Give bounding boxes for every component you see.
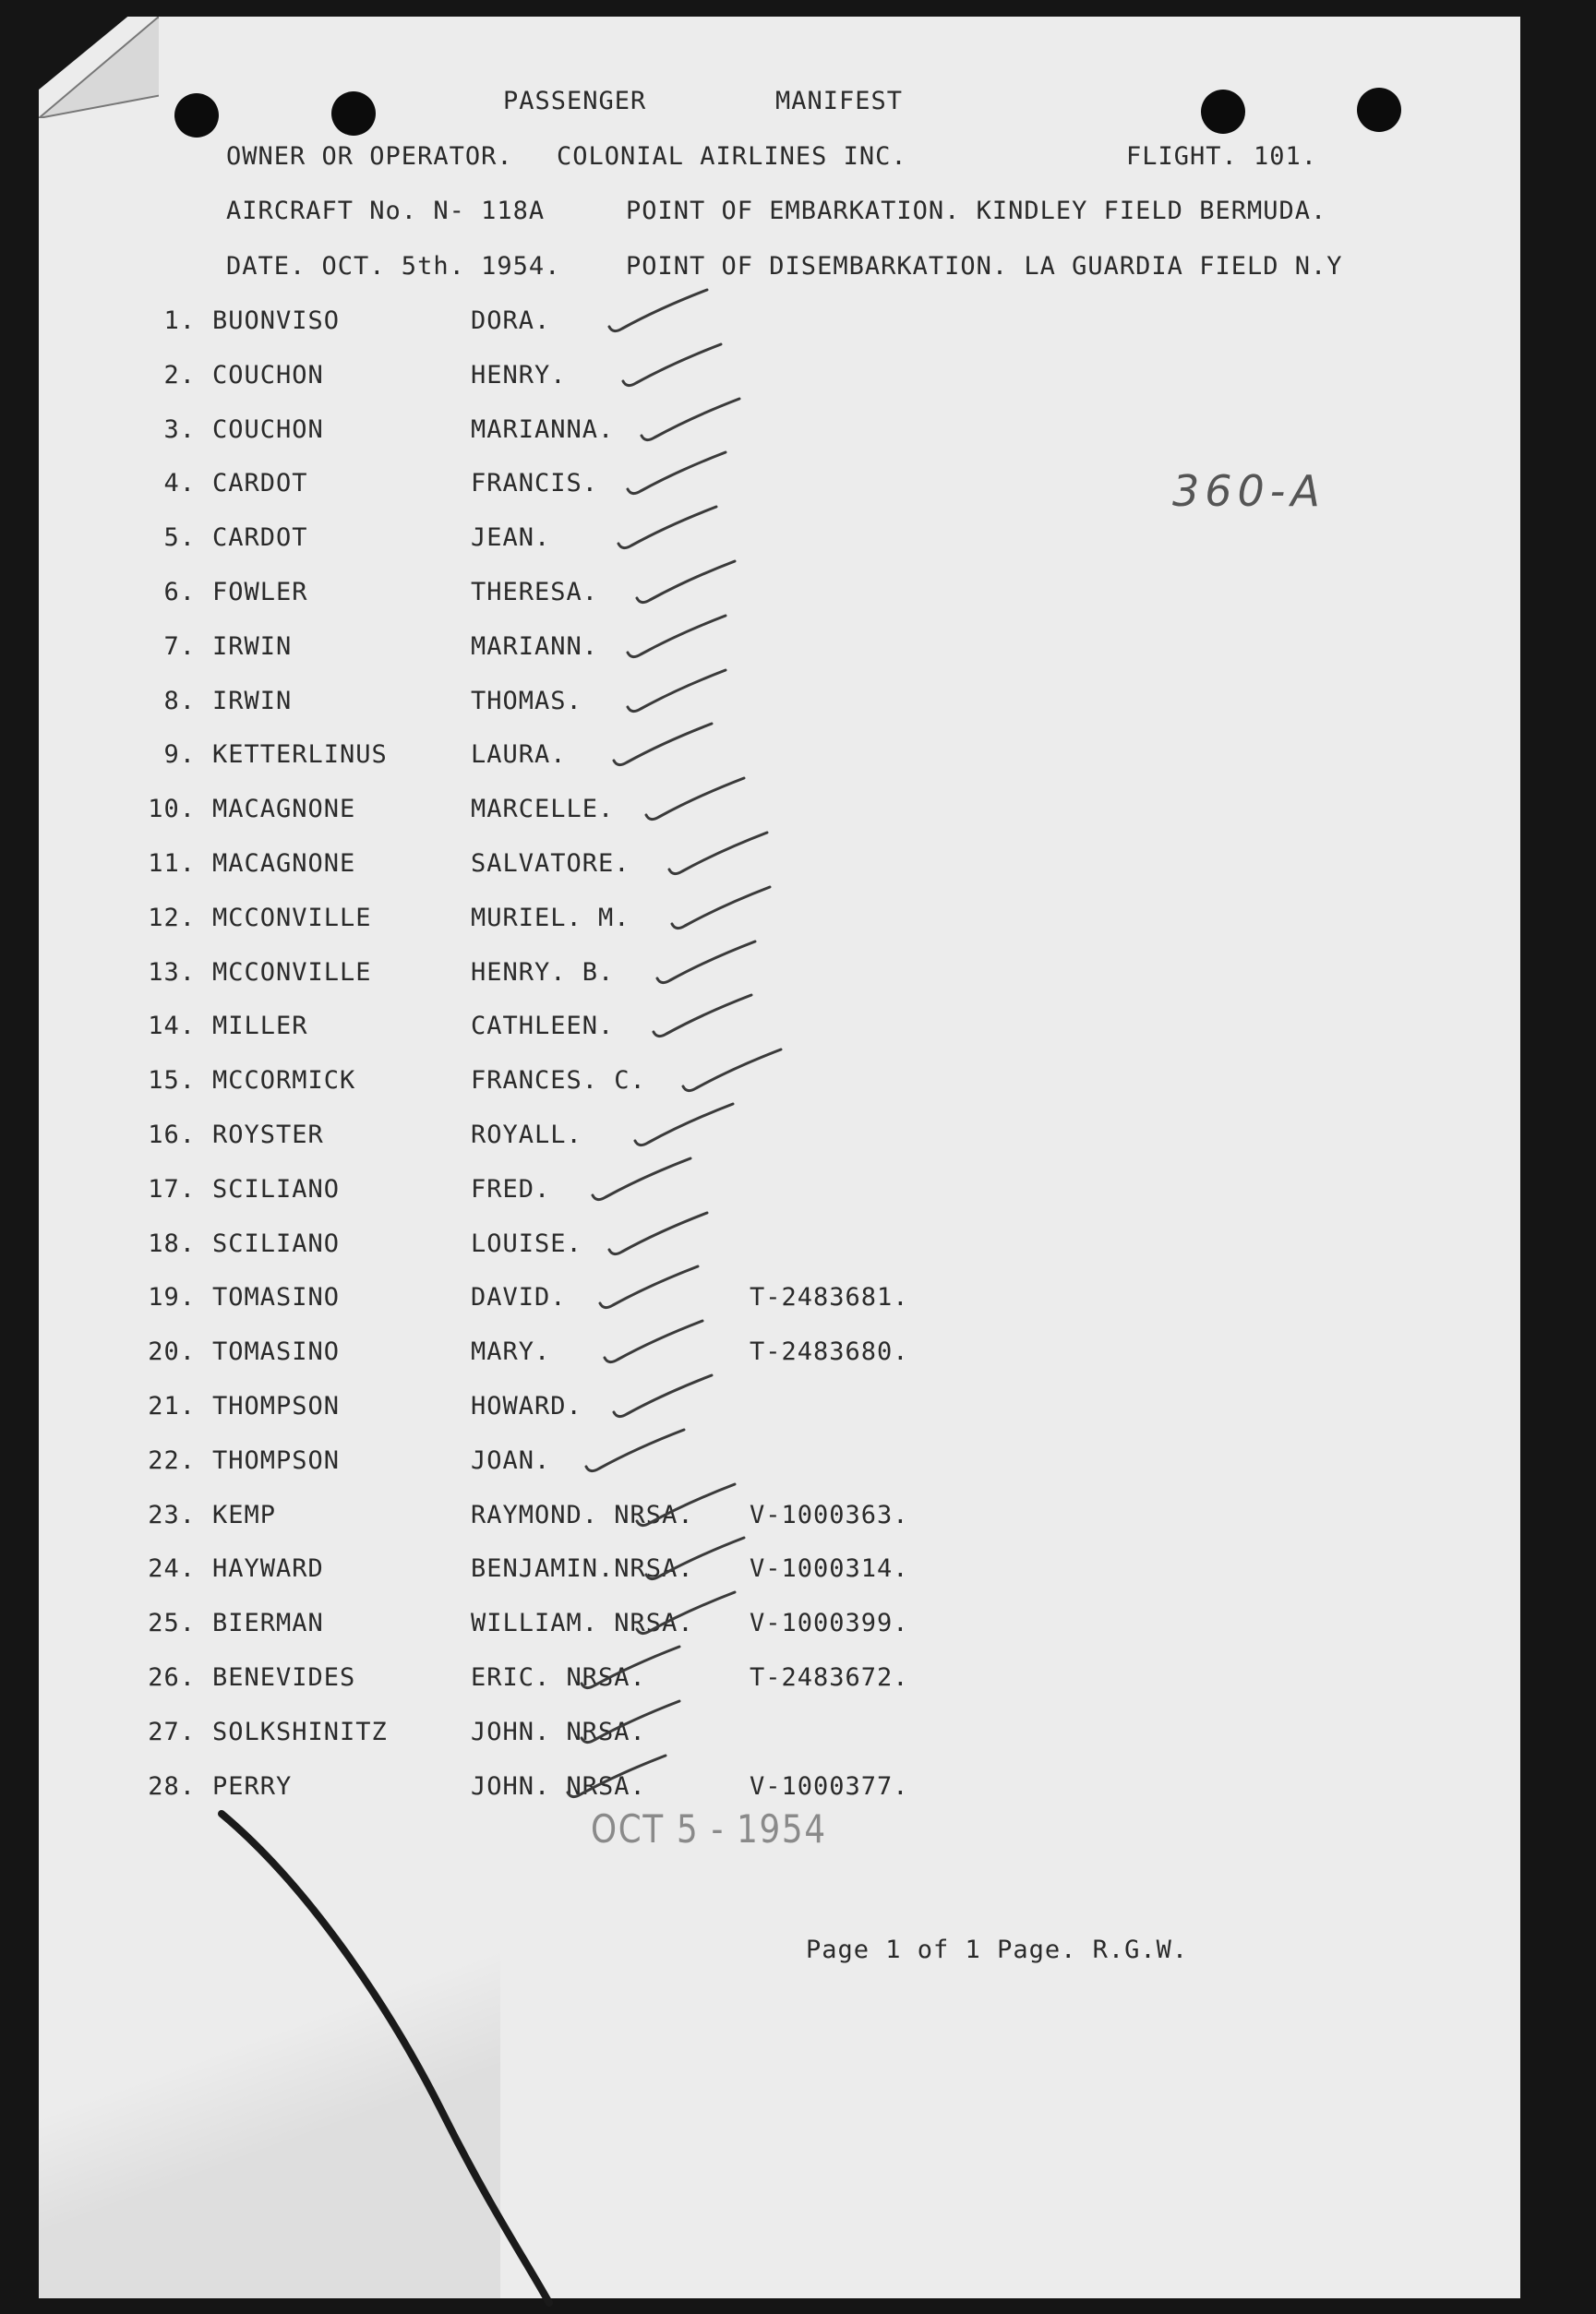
passenger-last-name: ROYSTER: [212, 1121, 324, 1149]
check-mark: [609, 1213, 707, 1254]
passenger-number: 13.: [148, 958, 196, 987]
passenger-document-number: T-2483680.: [750, 1337, 909, 1366]
passenger-document-number: V-1000377.: [750, 1772, 909, 1801]
passenger-number: 9.: [163, 740, 196, 769]
check-mark: [582, 1701, 679, 1743]
passenger-last-name: COUCHON: [212, 361, 324, 390]
passenger-first-name: JEAN.: [471, 523, 551, 552]
check-mark: [672, 887, 770, 929]
passenger-first-name: HENRY. B.: [471, 958, 615, 987]
passenger-first-name: FRED.: [471, 1175, 551, 1204]
passenger-number: 1.: [163, 306, 196, 335]
passenger-last-name: MCCONVILLE: [212, 958, 372, 987]
passenger-first-name: DORA.: [471, 306, 551, 335]
passenger-first-name: JOHN. NRSA.: [471, 1772, 646, 1801]
owner-label: OWNER OR OPERATOR.: [226, 142, 513, 171]
passenger-number: 24.: [148, 1554, 196, 1583]
passenger-number: 27.: [148, 1718, 196, 1746]
passenger-last-name: TOMASINO: [212, 1337, 341, 1366]
check-mark: [593, 1158, 690, 1200]
passenger-first-name: ERIC. NRSA.: [471, 1663, 646, 1692]
check-mark: [614, 724, 712, 765]
check-mark: [623, 344, 721, 386]
passenger-first-name: THOMAS.: [471, 687, 582, 715]
passenger-first-name: RAYMOND. NRSA.: [471, 1501, 694, 1529]
check-mark: [586, 1430, 684, 1471]
passenger-last-name: BENEVIDES: [212, 1663, 356, 1692]
passenger-first-name: SALVATORE.: [471, 849, 630, 878]
passenger-last-name: TOMASINO: [212, 1283, 341, 1312]
passenger-first-name: DAVID.: [471, 1283, 567, 1312]
passenger-first-name: LAURA.: [471, 740, 567, 769]
check-mark: [669, 833, 767, 874]
passenger-number: 6.: [163, 578, 196, 606]
passenger-number: 26.: [148, 1663, 196, 1692]
passenger-first-name: CATHLEEN.: [471, 1012, 615, 1040]
pen-stroke: [222, 1814, 549, 2303]
check-mark: [635, 1104, 733, 1145]
passenger-first-name: HOWARD.: [471, 1392, 582, 1421]
check-mark: [605, 1321, 702, 1362]
passenger-first-name: MURIEL. M.: [471, 904, 630, 932]
aircraft-number: AIRCRAFT No. N- 118A: [226, 197, 546, 225]
check-mark: [637, 561, 735, 603]
flight-number: FLIGHT. 101.: [1126, 142, 1318, 171]
check-mark: [628, 670, 726, 712]
passenger-number: 7.: [163, 632, 196, 661]
passenger-number: 2.: [163, 361, 196, 390]
title-manifest: MANIFEST: [775, 87, 904, 115]
passenger-last-name: THOMPSON: [212, 1392, 341, 1421]
passenger-first-name: ROYALL.: [471, 1121, 582, 1149]
passenger-last-name: HAYWARD: [212, 1554, 324, 1583]
passenger-document-number: V-1000363.: [750, 1501, 909, 1529]
passenger-last-name: THOMPSON: [212, 1446, 341, 1475]
passenger-first-name: THERESA.: [471, 578, 599, 606]
passenger-last-name: BIERMAN: [212, 1609, 324, 1637]
passenger-last-name: PERRY: [212, 1772, 293, 1801]
passenger-last-name: IRWIN: [212, 687, 293, 715]
passenger-document-number: V-1000314.: [750, 1554, 909, 1583]
handwritten-note: 360-A: [1172, 466, 1326, 516]
page-footer: Page 1 of 1 Page. R.G.W.: [806, 1936, 1189, 1964]
check-mark: [683, 1049, 781, 1091]
check-mark: [628, 616, 726, 657]
point-of-embarkation: POINT OF EMBARKATION. KINDLEY FIELD BERMUDA.: [626, 197, 1327, 225]
check-mark: [582, 1647, 679, 1688]
passenger-number: 20.: [148, 1337, 196, 1366]
passenger-last-name: MCCORMICK: [212, 1066, 356, 1095]
passenger-number: 23.: [148, 1501, 196, 1529]
passenger-number: 3.: [163, 415, 196, 444]
check-mark: [637, 1592, 735, 1634]
passenger-number: 28.: [148, 1772, 196, 1801]
passenger-last-name: MCCONVILLE: [212, 904, 372, 932]
passenger-first-name: MARY.: [471, 1337, 551, 1366]
passenger-number: 17.: [148, 1175, 196, 1204]
date-stamp: OCT 5 - 1954: [591, 1806, 827, 1852]
passenger-number: 21.: [148, 1392, 196, 1421]
passenger-last-name: MACAGNONE: [212, 795, 356, 823]
passenger-number: 5.: [163, 523, 196, 552]
check-mark: [614, 1375, 712, 1417]
check-mark: [609, 290, 707, 331]
passenger-first-name: LOUISE.: [471, 1229, 582, 1258]
passenger-last-name: CARDOT: [212, 469, 308, 498]
check-mark: [654, 995, 751, 1037]
passenger-number: 4.: [163, 469, 196, 498]
passenger-first-name: MARCELLE.: [471, 795, 615, 823]
check-mark: [568, 1756, 666, 1797]
check-mark: [637, 1484, 735, 1526]
passenger-number: 8.: [163, 687, 196, 715]
passenger-last-name: SCILIANO: [212, 1229, 341, 1258]
passenger-number: 18.: [148, 1229, 196, 1258]
check-mark: [646, 1538, 744, 1579]
passenger-last-name: FOWLER: [212, 578, 308, 606]
passenger-first-name: BENJAMIN.NRSA.: [471, 1554, 694, 1583]
passenger-last-name: IRWIN: [212, 632, 293, 661]
passenger-last-name: SOLKSHINITZ: [212, 1718, 388, 1746]
passenger-number: 25.: [148, 1609, 196, 1637]
passenger-first-name: FRANCIS.: [471, 469, 599, 498]
passenger-number: 11.: [148, 849, 196, 878]
passenger-first-name: FRANCES. C.: [471, 1066, 646, 1095]
passenger-last-name: COUCHON: [212, 415, 324, 444]
passenger-number: 19.: [148, 1283, 196, 1312]
passenger-document-number: T-2483672.: [750, 1663, 909, 1692]
manifest-date: DATE. OCT. 5th. 1954.: [226, 252, 561, 281]
check-mark: [657, 941, 755, 983]
check-mark: [600, 1266, 698, 1308]
check-mark: [642, 399, 739, 440]
passenger-first-name: WILLIAM. NRSA.: [471, 1609, 694, 1637]
check-mark: [646, 778, 744, 820]
point-of-disembarkation: POINT OF DISEMBARKATION. LA GUARDIA FIELD N.Y: [626, 252, 1343, 281]
passenger-first-name: HENRY.: [471, 361, 567, 390]
passenger-number: 10.: [148, 795, 196, 823]
passenger-last-name: SCILIANO: [212, 1175, 341, 1204]
passenger-last-name: MILLER: [212, 1012, 308, 1040]
passenger-first-name: MARIANN.: [471, 632, 599, 661]
passenger-number: 22.: [148, 1446, 196, 1475]
passenger-document-number: T-2483681.: [750, 1283, 909, 1312]
passenger-last-name: CARDOT: [212, 523, 308, 552]
passenger-number: 12.: [148, 904, 196, 932]
passenger-number: 14.: [148, 1012, 196, 1040]
passenger-document-number: V-1000399.: [750, 1609, 909, 1637]
title-passenger: PASSENGER: [503, 87, 647, 115]
owner-value: COLONIAL AIRLINES INC.: [557, 142, 907, 171]
passenger-last-name: BUONVISO: [212, 306, 341, 335]
passenger-last-name: MACAGNONE: [212, 849, 356, 878]
check-mark: [628, 452, 726, 494]
passenger-first-name: MARIANNA.: [471, 415, 615, 444]
passenger-last-name: KEMP: [212, 1501, 277, 1529]
passenger-first-name: JOHN. NRSA.: [471, 1718, 646, 1746]
passenger-last-name: KETTERLINUS: [212, 740, 388, 769]
check-mark: [618, 507, 716, 548]
passenger-number: 16.: [148, 1121, 196, 1149]
passenger-first-name: JOAN.: [471, 1446, 551, 1475]
passenger-number: 15.: [148, 1066, 196, 1095]
